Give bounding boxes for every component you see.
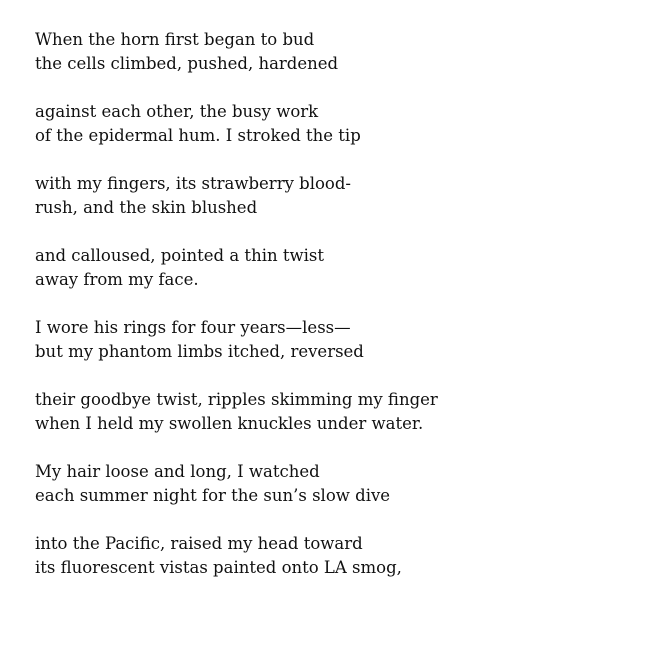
- poem-line: rush, and the skin blushed: [35, 198, 258, 217]
- poem-line: but my phantom limbs itched, reversed: [35, 342, 364, 361]
- stanza: [35, 100, 635, 148]
- poem-line: against each other, the busy work: [35, 102, 319, 121]
- poem-line: away from my face.: [35, 270, 199, 289]
- poem-line: each summer night for the sun’s slow dive: [35, 486, 391, 505]
- poem-text: [35, 28, 635, 604]
- poem-line: their goodbye twist, ripples skimming my finger: [35, 390, 438, 409]
- poem-line: I wore his rings for four years—less—: [35, 318, 351, 337]
- poem-line: When the horn first began to bud: [35, 30, 315, 49]
- poem-line: when I held my swollen knuckles under water.: [35, 414, 424, 433]
- stanza: [35, 244, 635, 292]
- stanza: [35, 172, 635, 220]
- stanza: [35, 316, 635, 364]
- stanza: [35, 460, 635, 508]
- poem-line: of the epidermal hum. I stroked the tip: [35, 126, 361, 145]
- stanza: [35, 388, 635, 436]
- poem-line: and calloused, pointed a thin twist: [35, 246, 324, 265]
- poem-line: into the Pacific, raised my head toward: [35, 534, 363, 553]
- stanza: [35, 28, 635, 76]
- poem-line: the cells climbed, pushed, hardened: [35, 54, 339, 73]
- poem-line: its fluorescent vistas painted onto LA smog,: [35, 558, 402, 577]
- poem-line: My hair loose and long, I watched: [35, 462, 320, 481]
- stanza: [35, 532, 635, 580]
- poem-line: with my fingers, its strawberry blood-: [35, 174, 351, 193]
